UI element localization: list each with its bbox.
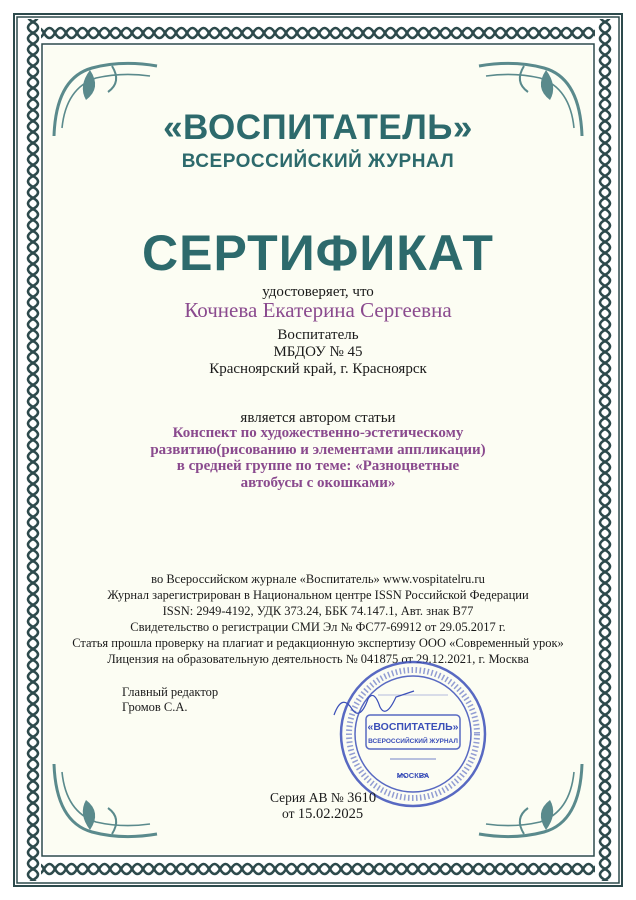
series-number: 3610 [347,790,377,806]
publication-info-line: во Всероссийском журнале «Воспитатель» www.vospitatelru.ru [151,572,485,586]
recipient-region: Красноярский край, г. Красноярск [209,361,427,377]
publication-info-line: Свидетельство о регистрации СМИ Эл № ФС77-69912 от 29.05.2017 г. [130,620,506,634]
recipient-organization: МБДОУ № 45 [273,344,363,360]
journal-title: «ВОСПИТАТЕЛЬ» [163,108,473,147]
issue-date-label: от [282,806,295,821]
certificate-title: СЕРТИФИКАТ [142,225,494,281]
stamp-title: «ВОСПИТАТЕЛЬ» [367,721,459,733]
editor-role: Главный редактор [122,685,219,699]
article-title-line: развитию(рисованию и элементами аппликации) [150,441,486,458]
recipient-name: Кочнева Екатерина Сергеевна [184,298,452,322]
article-title [140,425,496,491]
article-title-line: Конспект по художественно-эстетическому [172,425,464,441]
stamp-city: МОСКВА [396,771,430,780]
issue-date-line [282,806,363,823]
series-label: Серия АВ № [270,790,344,805]
series-line [270,790,376,807]
editor-name: Громов С.А. [122,700,188,714]
signature [330,685,420,725]
article-title-line: в средней группе по теме: «Разноцветные [176,458,460,474]
corner-flourish-icon [474,762,584,842]
official-stamp [338,659,488,809]
publication-info-line: ISSN: 2949-4192, УДК 373.24, ББК 74.147.1, Авт. знак В77 [162,604,474,618]
stamp-subtitle: ВСЕРОССИЙСКИЙ ЖУРНАЛ [368,738,458,745]
publication-info-line: Статья прошла проверку на плагиат и редакционную экспертизу ООО «Современный урок» [72,636,564,650]
article-title-line: автобусы с окошками» [240,474,396,491]
journal-subtitle: ВСЕРОССИЙСКИЙ ЖУРНАЛ [181,151,455,172]
issue-date: 15.02.2025 [297,806,364,822]
certifies-text: удостоверяет, что [262,284,374,300]
author-of-text: является автором статьи [240,410,396,426]
publication-info-line: Журнал зарегистрирован в Национальном центре ISSN Российской Федерации [107,588,529,602]
recipient-position: Воспитатель [277,327,359,343]
publication-info-line: Лицензия на образовательную деятельность № 041875 от 29.12.2021, г. Москва [107,652,529,666]
corner-flourish-icon [52,762,162,842]
